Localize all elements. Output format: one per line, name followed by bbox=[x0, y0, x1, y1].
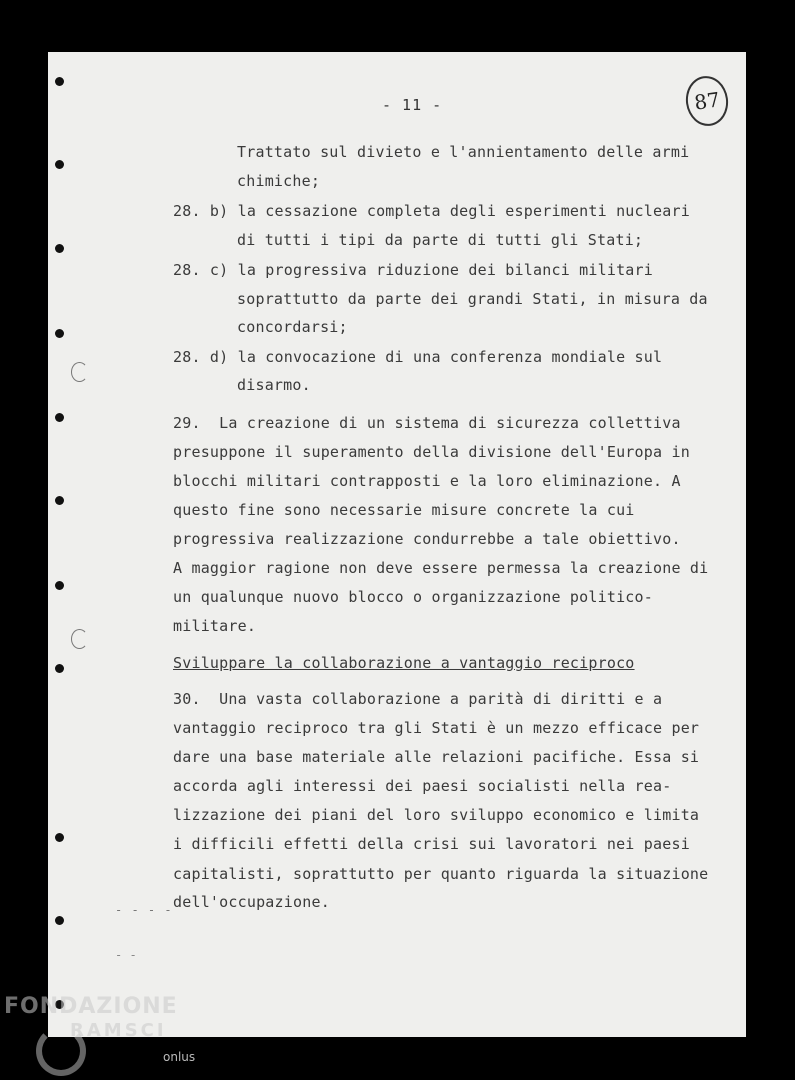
text-line: vantaggio reciproco tra gli Stati è un mezzo efficace per bbox=[173, 719, 700, 737]
punch-hole bbox=[55, 916, 64, 925]
text-line: dare una base materiale alle relazioni pacifiche. Essa si bbox=[173, 748, 700, 766]
punch-hole bbox=[55, 160, 64, 169]
text-line: di tutti i tipi da parte di tutti gli Stati; bbox=[237, 231, 644, 249]
text-line: 28. c) la progressiva riduzione dei bilanci militari bbox=[173, 261, 653, 279]
text-line: militare. bbox=[173, 617, 257, 635]
punch-hole bbox=[55, 664, 64, 673]
text-line: 28. d) la convocazione di una conferenza mondiale sul bbox=[173, 348, 663, 366]
text-line: blocchi militari contrapposti e la loro eliminazione. A bbox=[173, 472, 681, 490]
margin-dash-mark: - - - - bbox=[115, 903, 173, 917]
text-line: 28. b) la cessazione completa degli esperimenti nucleari bbox=[173, 202, 690, 220]
text-line: accorda agli interessi dei paesi socialisti nella rea- bbox=[173, 777, 672, 795]
hole-ring-mark bbox=[71, 629, 88, 649]
watermark-suffix: onlus bbox=[163, 1050, 196, 1064]
text-line: presuppone il superamento della divisione dell'Europa in bbox=[173, 443, 690, 461]
text-line: concordarsi; bbox=[237, 318, 348, 336]
text-line: A maggior ragione non deve essere permessa la creazione di bbox=[173, 559, 709, 577]
punch-hole bbox=[55, 581, 64, 590]
text-line: i difficili effetti della crisi sui lavoratori nei paesi bbox=[173, 835, 690, 853]
punch-hole bbox=[55, 244, 64, 253]
text-line: lizzazione dei piani del loro sviluppo economico e limita bbox=[173, 806, 700, 824]
hole-ring-mark bbox=[71, 362, 88, 382]
punch-hole bbox=[55, 413, 64, 422]
page-number: - 11 - bbox=[382, 96, 443, 114]
margin-dash-mark: - - bbox=[115, 948, 137, 962]
watermark-text: FONDAZIONE bbox=[4, 994, 178, 1019]
text-line: disarmo. bbox=[237, 376, 311, 394]
text-line: progressiva realizzazione condurrebbe a tale obiettivo. bbox=[173, 530, 681, 548]
watermark-text: RAMSCI bbox=[70, 1020, 167, 1041]
punch-hole bbox=[55, 329, 64, 338]
text-line: 30. Una vasta collaborazione a parità di diritti e a bbox=[173, 690, 663, 708]
text-line: questo fine sono necessarie misure concrete la cui bbox=[173, 501, 635, 519]
text-line: chimiche; bbox=[237, 172, 321, 190]
text-line: soprattutto da parte dei grandi Stati, in misura da bbox=[237, 290, 708, 308]
archive-number-stamp: 87 bbox=[683, 73, 732, 128]
text-line: capitalisti, soprattutto per quanto riguarda la situazione bbox=[173, 865, 709, 883]
punch-hole bbox=[55, 496, 64, 505]
section-heading: Sviluppare la collaborazione a vantaggio reciproco bbox=[173, 654, 635, 672]
punch-hole bbox=[55, 77, 64, 86]
text-line: dell'occupazione. bbox=[173, 893, 330, 911]
text-line: 29. La creazione di un sistema di sicurezza collettiva bbox=[173, 414, 681, 432]
punch-hole bbox=[55, 833, 64, 842]
text-line: un qualunque nuovo blocco o organizzazione politico- bbox=[173, 588, 653, 606]
text-line: Trattato sul divieto e l'annientamento delle armi bbox=[237, 143, 690, 161]
